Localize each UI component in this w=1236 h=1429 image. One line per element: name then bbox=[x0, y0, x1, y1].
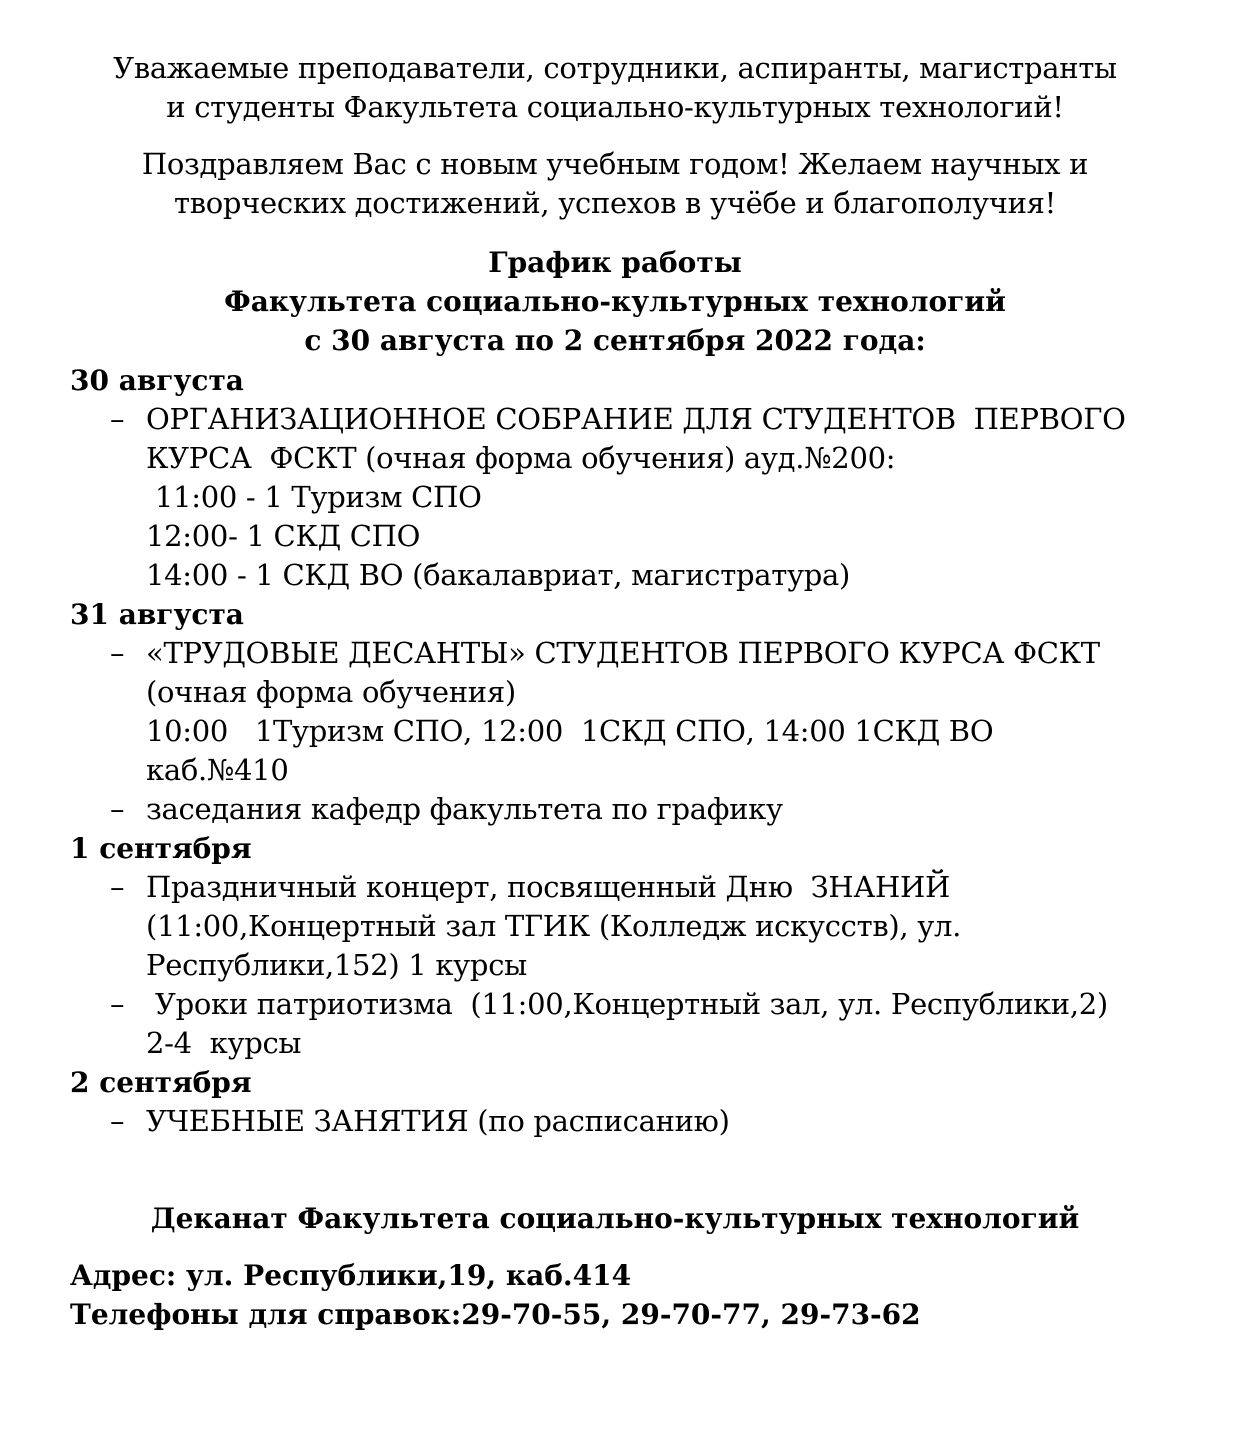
dean-office-title: Деканат Факультета социально-культурных технологий bbox=[150, 1202, 1080, 1235]
congratulation-line: творческих достижений, успехов в учёбе и благополучия! bbox=[173, 186, 1057, 220]
day-heading: 30 августа bbox=[70, 364, 244, 397]
schedule-title-line: Факультета социально-культурных технологий bbox=[224, 285, 1006, 318]
schedule-item-line: 12:00- 1 СКД СПО bbox=[146, 519, 421, 553]
day-heading: 31 августа bbox=[70, 598, 244, 631]
bullet-dash: – bbox=[110, 792, 125, 826]
schedule-item bbox=[70, 868, 1200, 985]
schedule-item-line: КУРСА ФСКТ (очная форма обучения) ауд.№200: bbox=[146, 441, 896, 475]
bullet-dash: – bbox=[110, 402, 125, 436]
bullet-dash: – bbox=[110, 636, 125, 670]
schedule-item bbox=[70, 985, 1200, 1063]
schedule-item-line: Праздничный концерт, посвященный Дню ЗНАНИЙ bbox=[146, 870, 951, 904]
schedule-item bbox=[70, 1102, 1200, 1141]
greeting bbox=[40, 49, 1190, 127]
bullet-dash: – bbox=[110, 870, 125, 904]
schedule-item-line: 2-4 курсы bbox=[146, 1026, 302, 1060]
schedule-item-line: «ТРУДОВЫЕ ДЕСАНТЫ» СТУДЕНТОВ ПЕРВОГО КУРСА ФСКТ bbox=[146, 636, 1100, 670]
schedule-item-line: Республики,152) 1 курсы bbox=[146, 948, 527, 982]
schedule-item bbox=[70, 400, 1200, 595]
schedule-list bbox=[70, 361, 1200, 1141]
schedule-item-line: каб.№410 bbox=[146, 753, 289, 787]
schedule-title-line: График работы bbox=[488, 246, 742, 279]
schedule-item-line: 11:00 - 1 Туризм СПО bbox=[146, 480, 482, 514]
schedule-item-line: ОРГАНИЗАЦИОННОЕ СОБРАНИЕ ДЛЯ СТУДЕНТОВ ПЕРВОГО bbox=[146, 402, 1126, 436]
schedule-item bbox=[70, 790, 1200, 829]
congratulation-text bbox=[40, 145, 1190, 223]
day-heading: 1 сентября bbox=[70, 832, 252, 865]
address-text: Адрес: ул. Республики,19, каб.414 bbox=[70, 1259, 632, 1292]
schedule-item-line: УЧЕБНЫЕ ЗАНЯТИЯ (по расписанию) bbox=[146, 1104, 730, 1138]
schedule-item-line: (11:00,Концертный зал ТГИК (Колледж искусств), ул. bbox=[146, 909, 961, 943]
bullet-dash: – bbox=[110, 987, 125, 1021]
schedule-item-line: Уроки патриотизма (11:00,Концертный зал, ул. Республики,2) bbox=[146, 987, 1108, 1021]
phones-text: Телефоны для справок:29-70-55, 29-70-77, 29-73-62 bbox=[70, 1298, 921, 1331]
greeting-line: и студенты Факультета социально-культурных технологий! bbox=[166, 90, 1064, 124]
schedule-title bbox=[40, 243, 1190, 360]
schedule-item-line: заседания кафедр факультета по графику bbox=[146, 792, 783, 826]
schedule-item-line: (очная форма обучения) bbox=[146, 675, 516, 709]
schedule-item bbox=[70, 634, 1200, 790]
congratulation-line: Поздравляем Вас с новым учебным годом! Желаем научных и bbox=[141, 147, 1089, 181]
contact-info bbox=[70, 1256, 1200, 1334]
greeting-line: Уважаемые преподаватели, сотрудники, аспиранты, магистранты bbox=[113, 51, 1117, 85]
schedule-title-line: с 30 августа по 2 сентября 2022 года: bbox=[304, 324, 926, 357]
schedule-item-line: 14:00 - 1 СКД ВО (бакалавриат, магистратура) bbox=[146, 558, 850, 592]
schedule-item-line: 10:00 1Туризм СПО, 12:00 1СКД СПО, 14:00 1СКД ВО bbox=[146, 714, 994, 748]
bullet-dash: – bbox=[110, 1104, 125, 1138]
day-heading: 2 сентября bbox=[70, 1066, 252, 1099]
